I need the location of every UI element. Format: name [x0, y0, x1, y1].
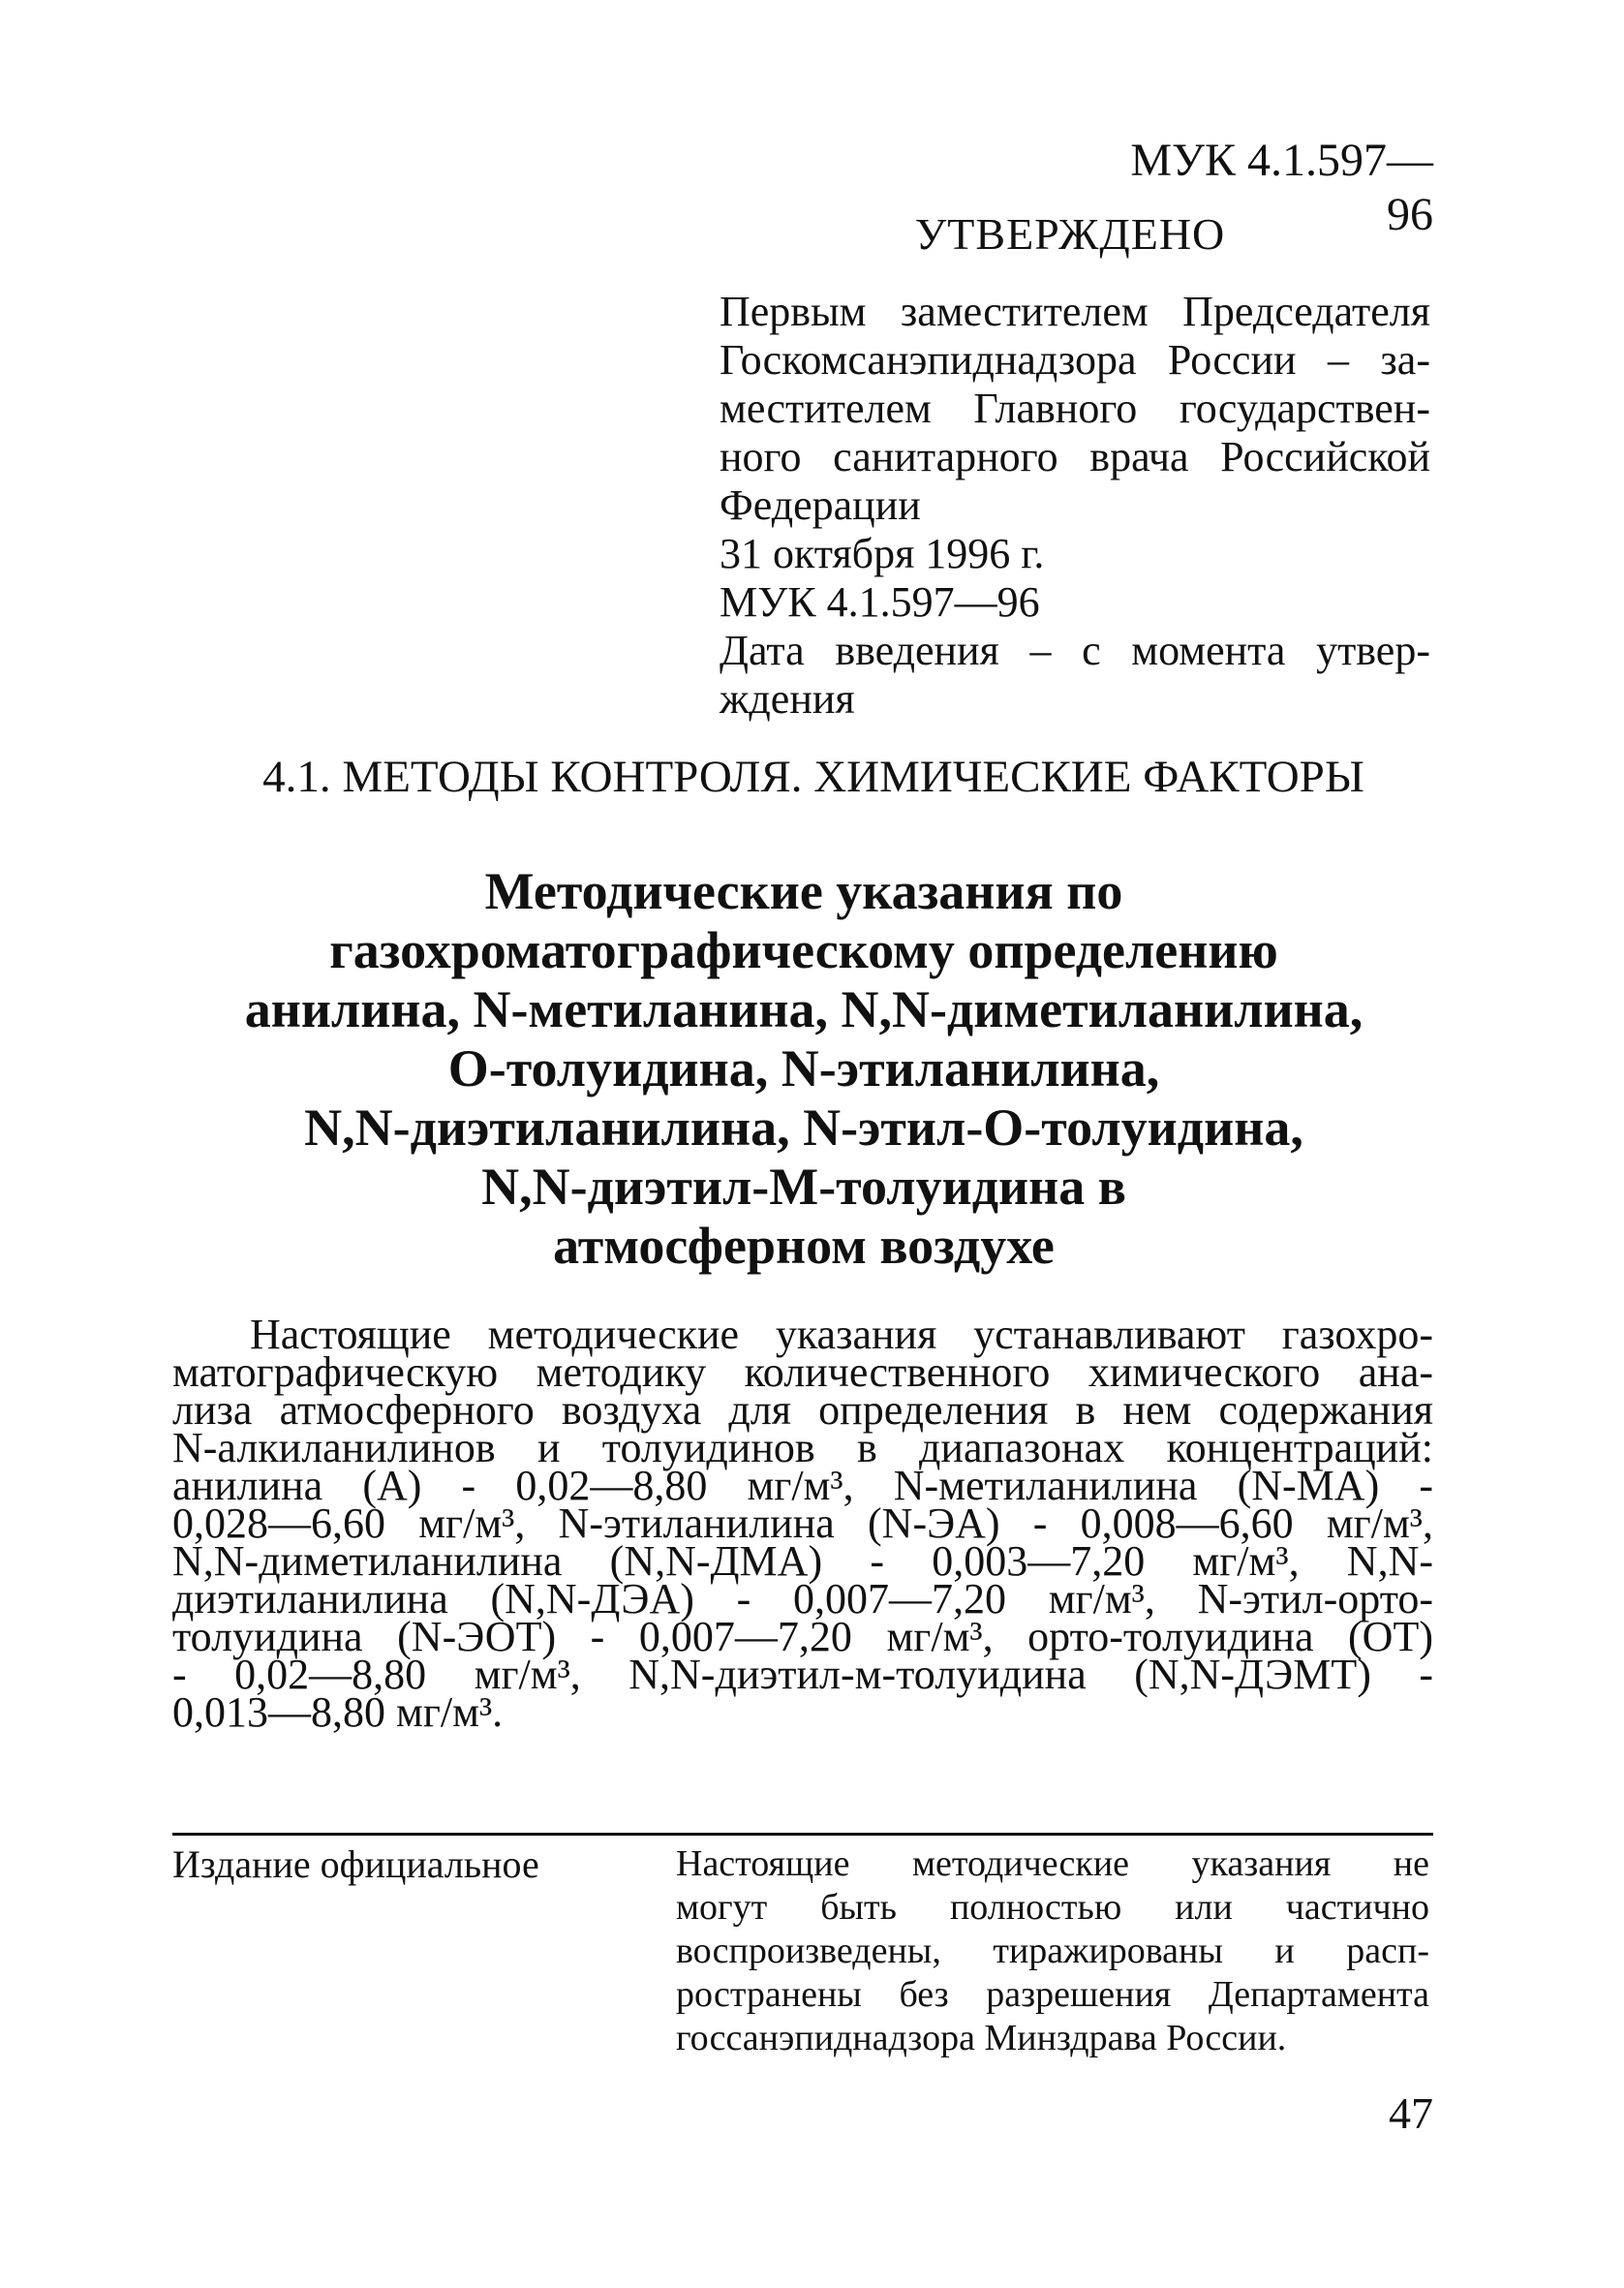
copyright-notice	[676, 1842, 1429, 2060]
approval-line: Федерации	[720, 481, 921, 529]
approval-line: ждения	[720, 675, 855, 723]
body-line: N,N-диметиланилина (N,N-ДМА) - 0,003—7,20 мг/м³, N,N-	[172, 1537, 1433, 1585]
body-line: диэтиланилина (N,N-ДЭА) - 0,007—7,20 мг/м³, N-этил-орто-	[172, 1575, 1433, 1623]
notice-line: воспроизведены, тиражированы и расп-	[676, 1931, 1429, 1971]
body-line: - 0,02—8,80 мг/м³, N,N-диэтил-м-толуидина (N,N-ДЭМТ) -	[172, 1651, 1433, 1698]
body-line: матографическую методику количественного химического ана-	[172, 1348, 1433, 1396]
title-line: N,N-диэтил-М-толуидина в	[481, 1158, 1126, 1216]
title-line: N,N-диэтиланилина, N-этил-О-толуидина,	[304, 1098, 1303, 1157]
document-code: МУК 4.1.597—96	[1130, 135, 1433, 240]
approval-line: Госкомсанэпиднадзора России – за-	[720, 336, 1430, 384]
body-line: N-алкиланилинов и толуидинов в диапазонах концентраций:	[172, 1424, 1433, 1471]
title-line: анилина, N-метиланина, N,N-диметиланилина,	[244, 980, 1364, 1038]
body-line: толуидина (N-ЭОТ) - 0,007—7,20 мг/м³, орто-толуидина (ОТ)	[172, 1613, 1433, 1660]
body-line: анилина (А) - 0,02—8,80 мг/м³, N-метиланилина (N-МА) -	[172, 1462, 1433, 1509]
notice-line: госсанэпиднадзора Минздрава России.	[676, 2018, 1287, 2058]
title-line: атмосферном воздухе	[553, 1217, 1055, 1275]
approved-title: УТВЕРЖДЕНО	[914, 209, 1226, 259]
body-line: 0,013—8,80 мг/м³.	[172, 1688, 504, 1736]
title-line: Методические указания по	[484, 862, 1123, 920]
body-line: Настоящие методические указания устанавливают газохро-	[250, 1311, 1433, 1358]
body-paragraph	[172, 1311, 1433, 1736]
approval-line: ного санитарного врача Российской	[720, 433, 1430, 480]
edition-label: Издание официальное	[172, 1842, 539, 1886]
body-line: лиза атмосферного воздуха для определения в нем содержания	[172, 1386, 1433, 1434]
document-title	[145, 862, 1462, 1276]
notice-line: Настоящие методические указания не	[676, 1843, 1429, 1884]
approval-line: местителем Главного государствен-	[720, 385, 1430, 432]
approval-date: 31 октября 1996 г.	[720, 530, 1045, 577]
title-line: газохроматографическому определению	[329, 921, 1278, 979]
section-heading: 4.1. МЕТОДЫ КОНТРОЛЯ. ХИМИЧЕСКИЕ ФАКТОРЫ	[262, 752, 1364, 802]
page-number: 47	[1389, 2088, 1433, 2138]
approval-doc-code: МУК 4.1.597—96	[720, 578, 1040, 626]
footer-divider	[172, 1833, 1433, 1836]
title-line: О-толуидина, N-этиланилина,	[447, 1039, 1160, 1098]
notice-line: ространены без разрешения Департамента	[676, 1974, 1429, 2015]
approval-line: Первым заместителем Председателя	[720, 288, 1430, 335]
approval-line: Дата введения – с момента утвер-	[720, 627, 1430, 674]
body-line: 0,028—6,60 мг/м³, N-этиланилина (N-ЭА) - 0,008—6,60 мг/м³,	[172, 1500, 1433, 1547]
notice-line: могут быть полностью или частично	[676, 1887, 1429, 1928]
approval-block	[720, 288, 1430, 724]
